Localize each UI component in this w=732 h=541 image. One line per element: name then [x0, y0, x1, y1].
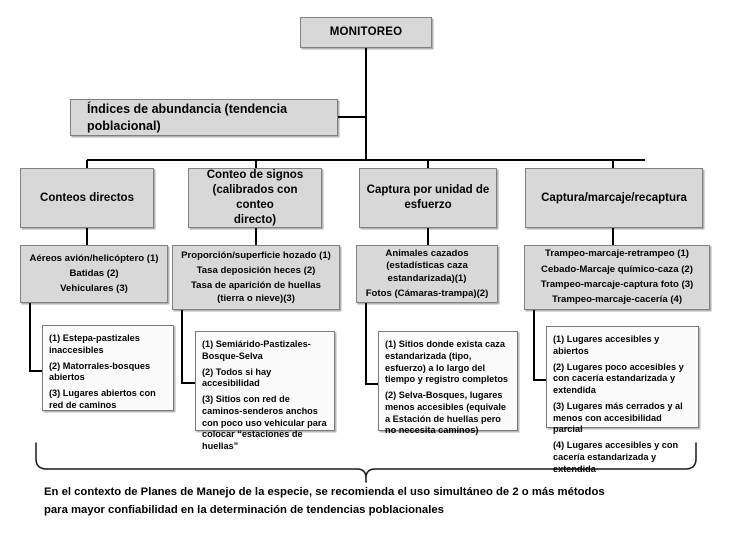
method-2-line-1: Proporción/superficie hozado (1): [181, 249, 331, 261]
category-1-line-1: Conteos directos: [40, 191, 134, 204]
detail-box-captura-marcaje-recaptura[interactable]: [546, 326, 699, 474]
method-2-line-2: Tasa deposición heces (2): [196, 265, 316, 277]
caption-line-2: para mayor confiabilidad en la determinación de tendencias poblacionales: [44, 503, 444, 516]
node-methods-conteo-de-signos[interactable]: [172, 245, 340, 310]
node-indices-de-abundancia-label: Índices de abundancia (tendencia poblacional): [87, 102, 288, 133]
connector-method-2-to-detail-2: [182, 310, 195, 383]
detail-box-captura-por-unidad-de-esfuerzo[interactable]: [378, 331, 518, 436]
category-3-line-2: esfuerzo: [404, 199, 452, 211]
node-monitoreo[interactable]: [300, 17, 432, 48]
method-3-line-1: Animales cazados (estadísticas caza estandarizada)(1): [385, 247, 469, 284]
detail-1-line-3: (3) Lugares abiertos con red de caminos: [49, 388, 156, 410]
detail-box-conteos-directos[interactable]: [42, 325, 174, 411]
detail-4-line-1: (1) Lugares accesibles y abiertos: [553, 334, 660, 356]
node-monitoreo-label: MONITOREO: [329, 26, 403, 39]
detail-2-line-3: (3) Sitios con red de caminos-senderos anchos con poco uso vehicular para colocar “estaciones de huellas”: [202, 394, 327, 452]
node-methods-captura-por-unidad-de-esfuerzo[interactable]: [356, 245, 498, 303]
category-3-line-1: Captura por unidad de: [366, 184, 490, 197]
detail-box-conteo-de-signos[interactable]: [195, 331, 335, 452]
detail-4-line-3: (3) Lugares más cerrados y al menos con accesibilidad parcial: [553, 400, 683, 435]
node-indices-de-abundancia[interactable]: [70, 99, 338, 136]
method-3-line-2: Fotos (Cámaras-trampa)(2): [365, 287, 489, 299]
category-2-line-3: directo): [233, 213, 277, 226]
category-2-line-2: (calibrados con conteo: [212, 184, 298, 211]
method-1-line-1: Aéreos avión/helicóptero (1): [29, 252, 159, 264]
detail-1-line-1: (1) Estepa-pastizales inaccesibles: [49, 333, 140, 355]
node-methods-captura-marcaje-recaptura[interactable]: [524, 245, 710, 310]
method-4-line-3: Trampeo-marcaje-captura foto (3): [540, 278, 694, 290]
node-category-captura-por-unidad-de-esfuerzo[interactable]: [359, 168, 497, 228]
connector-method-4-to-detail-4: [534, 310, 546, 380]
caption-line-1: En el contexto de Planes de Manejo de la especie, se recomienda el uso simultáneo de 2 o más métodos: [44, 486, 605, 498]
detail-4-line-2: (2) Lugares poco accesibles y con cacería estandarizada y extendida: [553, 361, 684, 396]
detail-1-line-2: (2) Matorrales-bosques abiertos: [49, 360, 151, 383]
node-methods-conteos-directos[interactable]: [20, 245, 168, 303]
connector-method-3-to-detail-3: [366, 303, 378, 384]
detail-2-line-1: (1) Semiárido-Pastizales-Bosque-Selva: [202, 339, 311, 361]
method-4-line-4: Trampeo-marcaje-cacería (4): [551, 294, 683, 306]
method-4-line-2: Cebado-Marcaje químico-caza (2): [541, 263, 693, 275]
category-4-line-1: Captura/marcaje/recaptura: [541, 191, 687, 204]
method-2-line-3: Tasa de aparición de huellas (tierra o nieve)(3): [191, 280, 321, 304]
node-category-conteos-directos[interactable]: [20, 168, 154, 228]
node-category-captura-marcaje-recaptura[interactable]: [525, 168, 703, 228]
diagram-caption: [44, 484, 694, 519]
method-1-line-2: Batidas (2): [69, 267, 119, 279]
method-4-line-1: Trampeo-marcaje-retrampeo (1): [545, 248, 689, 260]
node-category-conteo-de-signos[interactable]: [188, 168, 322, 228]
detail-4-line-4: (4) Lugares accesibles y con cacería estandarizada y extendida: [553, 440, 679, 474]
method-1-line-3: Vehiculares (3): [60, 283, 128, 295]
connector-method-1-to-detail-1: [30, 303, 42, 371]
detail-3-line-2: (2) Selva-Bosques, lugares menos accesibles (equivale a Estación de huellas pero no necesita caminos): [385, 390, 507, 436]
category-2-line-1: Conteo de signos: [206, 169, 304, 182]
detail-3-line-1: (1) Sitios donde exista caza estandarizada (tipo, esfuerzo) a lo largo del tiempo y registro completos: [385, 339, 509, 385]
detail-2-line-2: (2) Todos si hay accesibilidad: [202, 366, 272, 389]
